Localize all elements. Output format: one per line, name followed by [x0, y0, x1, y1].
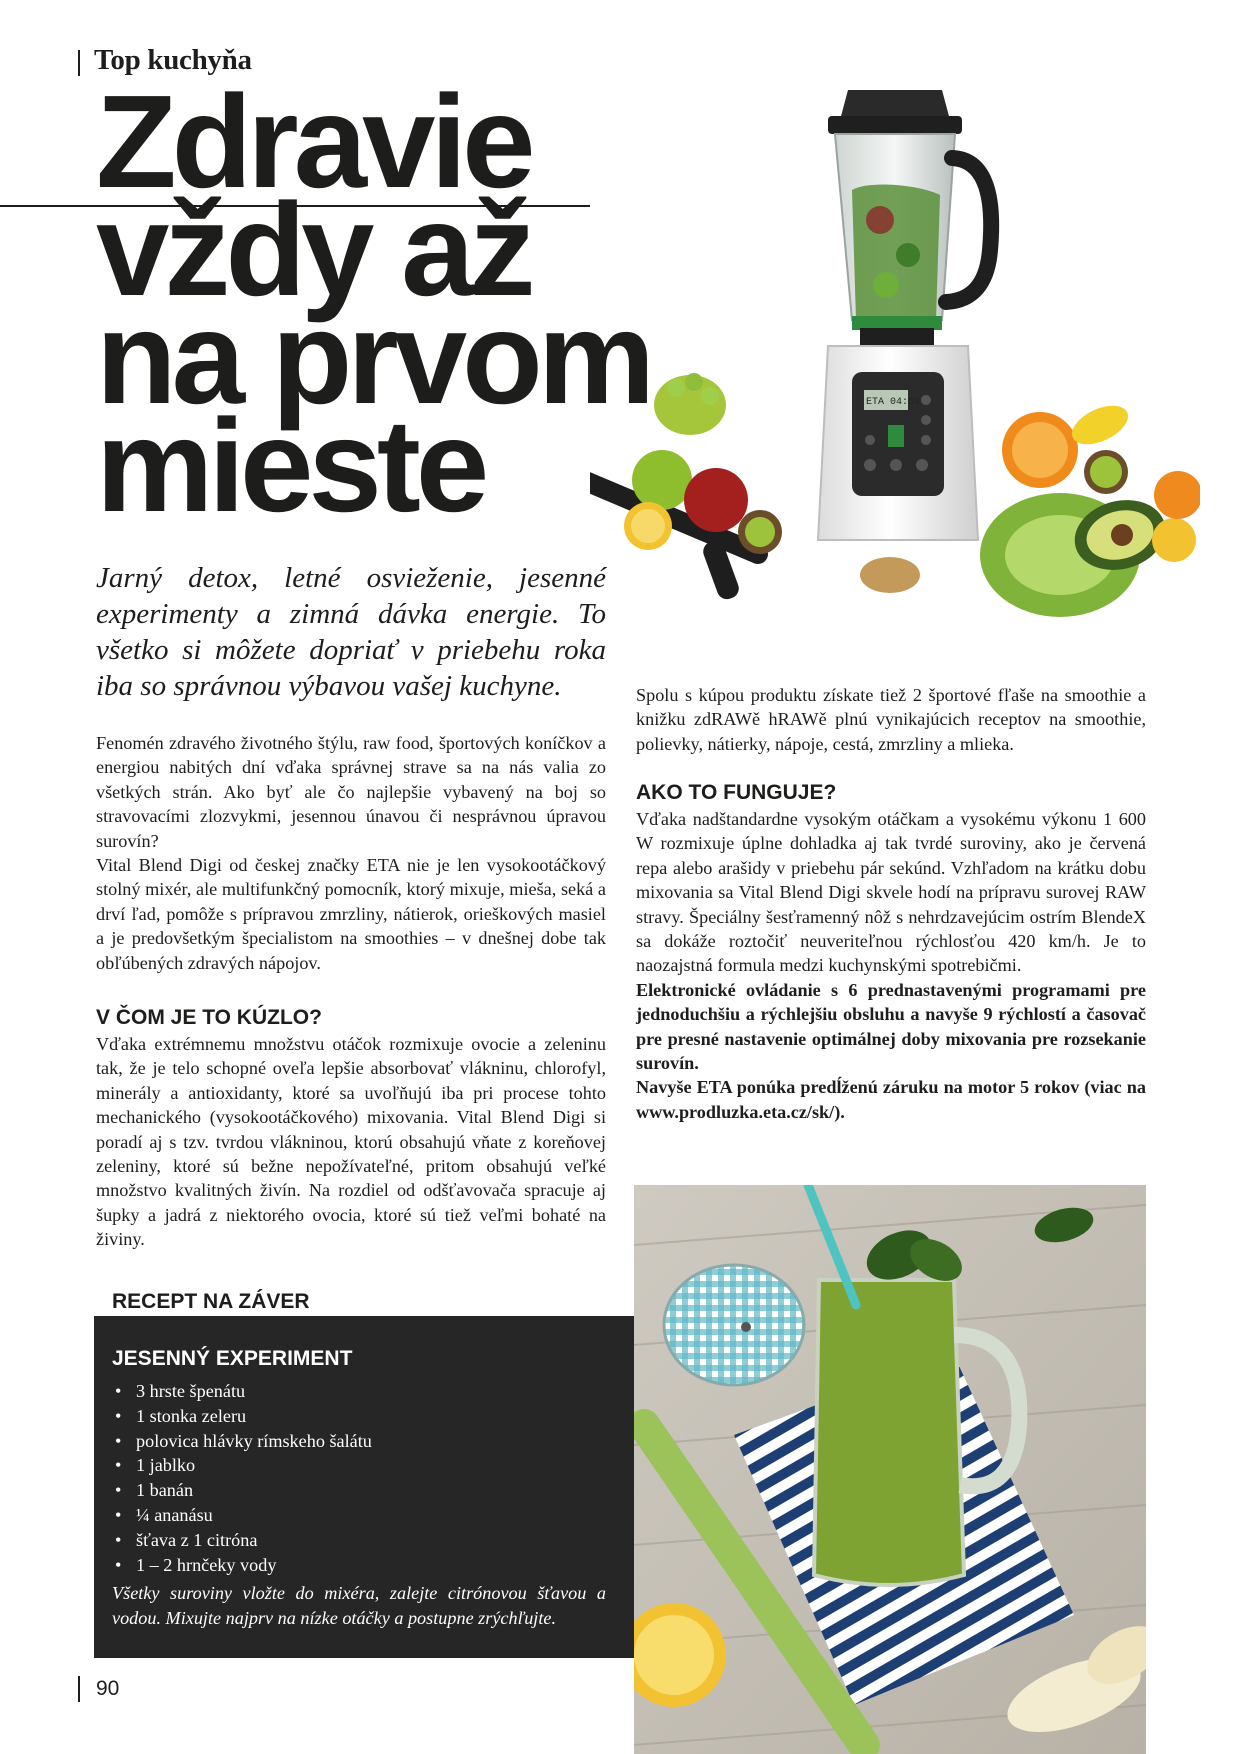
body-paragraph: Vďaka nadštandardne vysokým otáčkam a vysokému výkonu 1 600 W rozmixuje úplne dohladka aj tak tvrdé suroviny, ako je červená repa alebo arašidy v priebehu pár sekúnd. Vzhľadom na krátku dobu mixovania sa Vital Blend Digi skvele hodí na prípravu surovej RAW stravy. Špeciálny šesťramenný nôž s nehrdzavejúcim ostrím BlendeX sa dokáže roztočiť neuveriteľnou rýchlosťou 420 km/h. Je to naozajstná formula medzi kuchynskými spotrebičmi.: [636, 809, 1146, 976]
headline-line: na prvom: [96, 284, 651, 431]
bullet: •: [115, 1381, 122, 1401]
page-number: 90: [96, 1677, 120, 1700]
section-marker: [78, 50, 80, 76]
ingredient-list: [112, 1379, 372, 1577]
ingredient: 3 hrste špenátu: [136, 1381, 246, 1401]
section-label: Top kuchyňa: [94, 44, 252, 76]
list-item: [112, 1478, 372, 1503]
section-heading: V ČOM JE TO KÚZLO?: [96, 1006, 322, 1029]
list-item: [112, 1503, 372, 1528]
body-paragraph: Fenomén zdravého životného štýlu, raw food, športových koníčkov a energiou nabitých dní vďaka správnej strave sa na nás valia zo všetkých strán. Ako byť ale čo najlepšie vybavený na boj so stravovacími zlozvykmi, jesennou únavou či nesprávnou úpravou surovín?: [96, 733, 606, 851]
ingredient: 1 stonka zeleru: [136, 1405, 247, 1426]
ingredient: 1 jablko: [136, 1455, 196, 1476]
section-text: Vďaka extrémnemu množstvu otáčok rozmixuje ovocie a zeleninu tak, že je telo schopné oveľa lepšie absorbovať vlákninu, chlorofyl, minerály a antioxidanty, ktoré sa uvoľňujú iba pri procese tohto mechanického (vysokootáčkového) mixovania. Vital Blend Digi si poradí aj s tzv. tvrdou vlákninou, ktorú obsahujú vňate z koreňovej zeleniny, ktoré sú bežne nepožívateľné, pritom obsahujú veľké množstvo kvalitných živín. Na rozdiel od odšťavovača spracuje aj šupky a jadrá z niektorého ovocia, ktoré sú tiež veľmi bohaté na živiny.: [96, 1034, 606, 1250]
ingredient: 1 banán: [136, 1480, 194, 1501]
lead-paragraph: Jarný detox, letné osvieženie, jesenné experimenty a zimná dávka energie. To všetko si môžete dopriať v priebehu roka iba so správnou výbavou vašej kuchyne.: [96, 562, 606, 702]
recipe-note: Všetky suroviny vložte do mixéra, zalejte citrónovou šťavou a vodou. Mixujte najprv na nízke otáčky a postupne zrýchľujte.: [112, 1583, 606, 1628]
section-text: [636, 807, 1146, 1124]
bullet: •: [115, 1430, 122, 1451]
smoothie-photo: [634, 1185, 1146, 1754]
list-item: [112, 1453, 372, 1478]
bullet: •: [115, 1405, 122, 1426]
list-item: [112, 1404, 372, 1429]
ingredient: 1 – 2 hrnčeky vody: [136, 1554, 277, 1575]
list-item: [112, 1553, 372, 1578]
bullet: •: [115, 1455, 122, 1476]
right-column-intro: Spolu s kúpou produktu získate tiež 2 športové fľaše na smoothie a knižku zdRAWě hRAWě plnú vynikajúcich receptov na smoothie, polievky, nátierky, nápoje, cestá, zmrzliny a mlieka.: [636, 685, 1146, 754]
left-column-text: [96, 731, 606, 975]
page-marker: [78, 1676, 80, 1702]
recipe-box: [94, 1316, 634, 1658]
bold-paragraph: Navyše ETA ponúka predĺženú záruku na motor 5 rokov (viac na www.prodluzka.eta.cz/sk/).: [636, 1077, 1146, 1122]
bullet: •: [115, 1529, 122, 1550]
list-item: [112, 1528, 372, 1553]
blender-display-text: ETA 04:59: [866, 397, 921, 408]
recipe-label: RECEPT NA ZÁVER: [112, 1290, 310, 1313]
section-heading: AKO TO FUNGUJE?: [636, 781, 837, 804]
headline-line: mieste: [96, 392, 485, 539]
headline-line: Zdravie: [96, 68, 531, 215]
blender-product-photo: [590, 70, 1200, 660]
ingredient: šťava z 1 citróna: [136, 1529, 258, 1550]
bullet: •: [115, 1480, 122, 1501]
ingredient: ¼ ananásu: [136, 1504, 213, 1525]
bullet: •: [115, 1554, 122, 1575]
list-item: [112, 1379, 372, 1404]
headline-line: vždy až: [96, 176, 531, 323]
ingredient: polovica hlávky rímskeho šalátu: [136, 1430, 372, 1451]
list-item: [112, 1429, 372, 1454]
bullet: •: [115, 1504, 122, 1525]
bold-paragraph: Elektronické ovládanie s 6 prednastavenými programami pre jednoduchšiu a rýchlejšiu obsluhu a navyše 9 rýchlostí a časovač pre presné nastavenie optimálnej doby mixovania pre rozsekanie surovín.: [636, 979, 1146, 1074]
body-paragraph: Vital Blend Digi od českej značky ETA nie je len vysokootáčkový stolný mixér, ale multifunkčný pomocník, ktorý mixuje, mieša, seká a drví ľad, pomôže s prípravou zmrzliny, nátierok, orieškových masiel a je predovšetkým špecialistom na smoothies – v dnešnej dobe tak obľúbených zdravých nápojov.: [96, 855, 606, 973]
recipe-title: JESENNÝ EXPERIMENT: [112, 1347, 353, 1370]
